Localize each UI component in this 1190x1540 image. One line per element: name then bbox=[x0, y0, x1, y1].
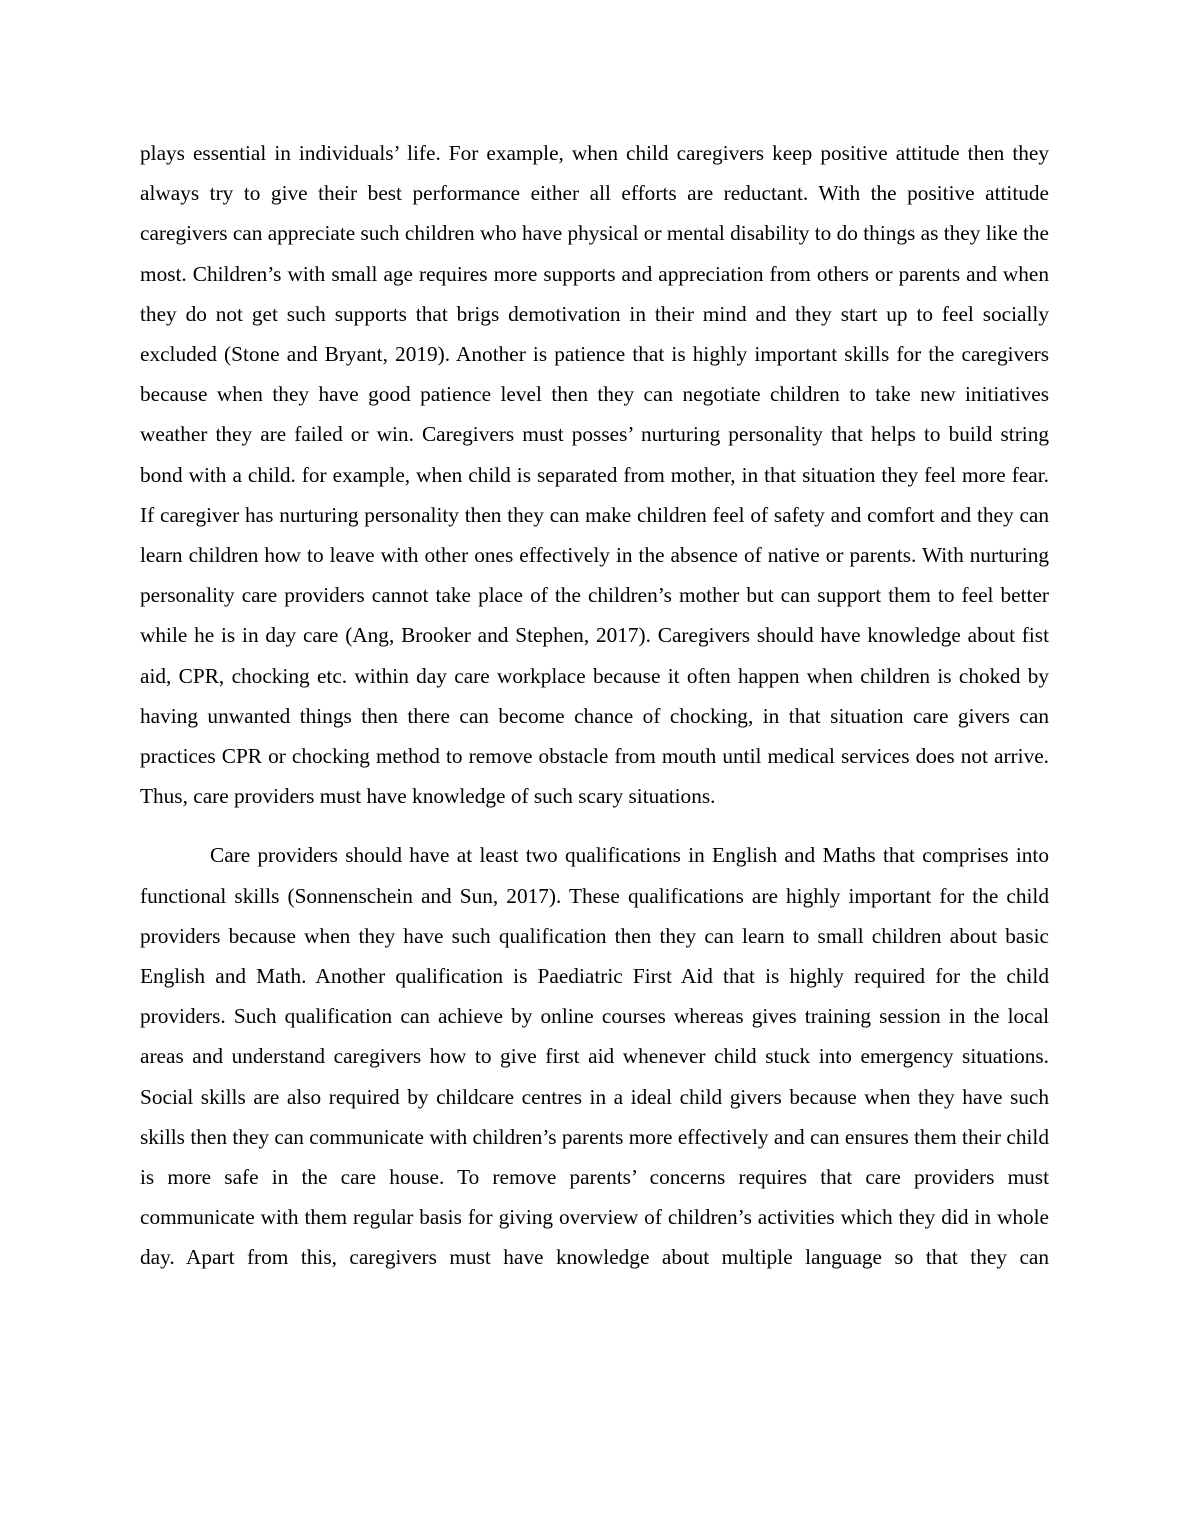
document-body bbox=[140, 133, 1049, 1278]
body-paragraph: plays essential in individuals’ life. For example, when child caregivers keep positive attitude then they always try to give their best performance either all efforts are reductant. With the positive attitude caregivers can appreciate such children who have physical or mental disability to do things as they like the most. Children’s with small age requires more supports and appreciation from others or parents and when they do not get such supports that brigs demotivation in their mind and they start up to feel socially excluded (Stone and Bryant, 2019). Another is patience that is highly important skills for the caregivers because when they have good patience level then they can negotiate children to take new initiatives weather they are failed or win. Caregivers must posses’ nurturing personality that helps to build string bond with a child. for example, when child is separated from mother, in that situation they feel more fear. If caregiver has nurturing personality then they can make children feel of safety and comfort and they can learn children how to leave with other ones effectively in the absence of native or parents. With nurturing personality care providers cannot take place of the children’s mother but can support them to feel better while he is in day care (Ang, Brooker and Stephen, 2017). Caregivers should have knowledge about fist aid, CPR, chocking etc. within day care workplace because it often happen when children is choked by having unwanted things then there can become chance of chocking, in that situation care givers can practices CPR or chocking method to remove obstacle from mouth until medical services does not arrive. Thus, care providers must have knowledge of such scary situations. bbox=[140, 141, 1049, 809]
body-paragraph: Care providers should have at least two qualifications in English and Maths that comprises into functional skills (Sonnenschein and Sun, 2017). These qualifications are highly important for the child providers because when they have such qualification then they can learn to small children about basic English and Math. Another qualification is Paediatric First Aid that is highly required for the child providers. Such qualification can achieve by online courses whereas gives training session in the local areas and understand caregivers how to give first aid whenever child stuck into emergency situations. Social skills are also required by childcare centres in a ideal child givers because when they have such skills then they can communicate with children’s parents more effectively and can ensures them their child is more safe in the care house. To remove parents’ concerns requires that care providers must communicate with them regular basis for giving overview of children’s activities which they did in whole day. Apart from this, caregivers must have knowledge about multiple language so that they can bbox=[140, 843, 1049, 1270]
